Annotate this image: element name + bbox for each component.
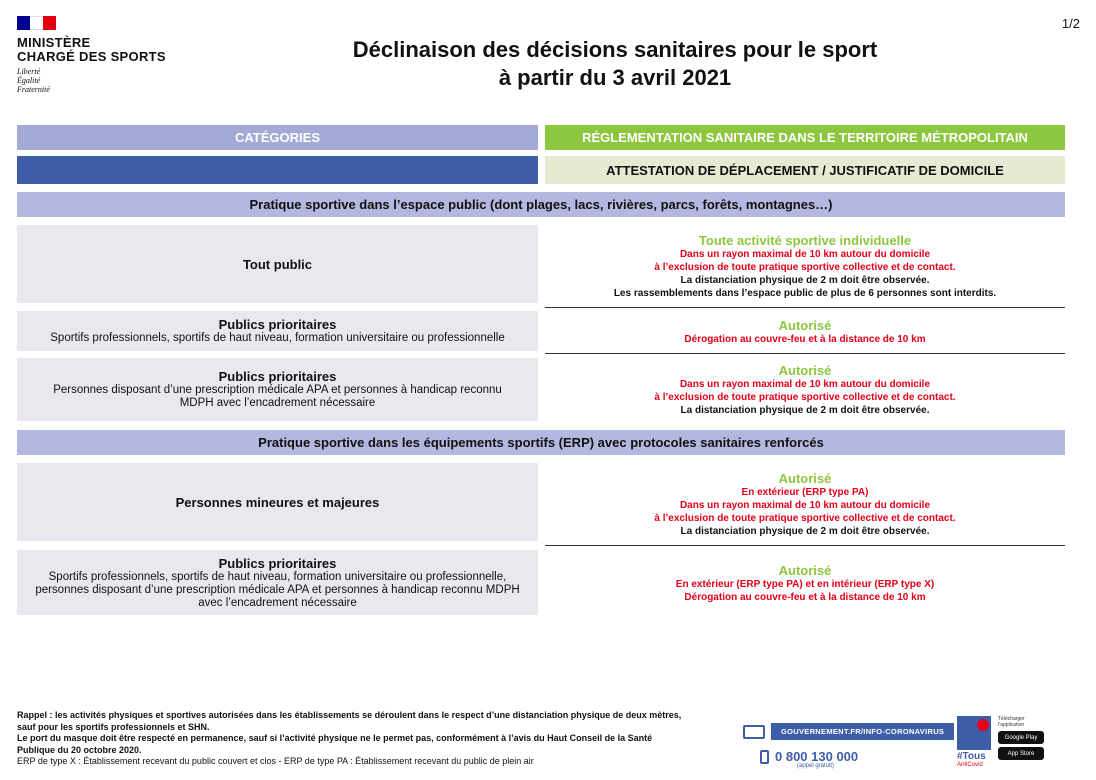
rule-red-line: Dérogation au couvre-feu et à la distance de 10 km	[684, 334, 926, 345]
ministry-name-line2: CHARGÉ DES SPORTS	[17, 49, 166, 64]
footer-note: sauf pour les sportifs professionnels et SHN.	[17, 721, 210, 732]
category-subtitle: MDPH avec l’encadrement nécessaire	[179, 397, 376, 409]
page-number: 1/2	[1061, 16, 1080, 31]
footer-note: ERP de type X : Établissement recevant du public couvert et clos - ERP de type PA : Établissement recevant du public de plein air	[17, 756, 534, 766]
category-cell	[17, 311, 538, 351]
tousanticovid-icon	[957, 716, 991, 750]
title-line1: Déclinaison des décisions sanitaires pour le sport	[352, 37, 878, 62]
rule-cell	[545, 311, 1065, 354]
motto-liberte: Liberté	[17, 67, 41, 76]
laptop-icon	[743, 725, 765, 739]
rule-red-line: Dans un rayon maximal de 10 km autour du domicile	[679, 248, 931, 260]
category-cell	[17, 550, 538, 615]
rule-cell	[545, 552, 1065, 614]
category-cell	[17, 358, 538, 421]
category-subtitle: personnes disposant d’une prescription médicale APA et personnes à handicap reconnu MDPH	[35, 583, 520, 596]
ministry-logo	[17, 16, 187, 94]
french-flag-icon	[17, 16, 56, 30]
category-subtitle: Sportifs professionnels, sportifs de haut niveau, formation universitaire ou professionnelle	[50, 332, 505, 344]
footer-note: Le port du masque doit être respecté en permanence, sauf si l’activité physique ne le permet pas, conformément à l’avis du Haut Conseil de la Santé	[17, 733, 653, 743]
tousanticovid-sub: AntiCovid	[957, 762, 983, 768]
tousanticovid-label: #Tous	[957, 751, 986, 762]
tousanticovid-logo	[957, 716, 993, 769]
footer-note: Publique du 20 octobre 2020.	[17, 744, 142, 755]
category-cell	[17, 225, 538, 303]
rule-cell	[545, 358, 1065, 421]
category-title: Publics prioritaires	[218, 317, 337, 332]
category-subtitle: Sportifs professionnels, sportifs de haut niveau, formation universitaire ou professionnelle,	[48, 570, 507, 583]
rule-red-line: En extérieur (ERP type PA)	[741, 486, 869, 498]
rule-black-line: La distanciation physique de 2 m doit être observée.	[680, 525, 930, 537]
rule-red-line: à l’exclusion de toute pratique sportive collective et de contact.	[654, 261, 956, 273]
section-title-sport-facilities: Pratique sportive dans les équipements sportifs (ERP) avec protocoles sanitaires renforcés	[17, 430, 1065, 455]
motto-egalite: Égalité	[17, 76, 41, 85]
category-subtitle: avec l’encadrement nécessaire	[198, 596, 357, 609]
footer-note: Rappel : les activités physiques et sportives autorisées dans les établissements se déroulent dans le respect d’une distanciation physique de deux mètres,	[17, 710, 682, 720]
rule-cell	[545, 225, 1065, 308]
gov-info-link[interactable]	[743, 723, 954, 741]
attestation-header: ATTESTATION DE DÉPLACEMENT / JUSTIFICATIF DE DOMICILE	[545, 156, 1065, 184]
phone-note: (appel gratuit)	[797, 763, 835, 769]
rule-cell	[545, 463, 1065, 546]
ministry-name-line1: MINISTÈRE	[17, 35, 91, 50]
footer-notes	[17, 710, 717, 768]
page-title	[250, 36, 980, 92]
phone-number: 0 800 130 000	[775, 749, 859, 764]
app-store-badge[interactable]: App Store	[998, 747, 1044, 760]
regulation-header: RÉGLEMENTATION SANITAIRE DANS LE TERRITOIRE MÉTROPOLITAIN	[545, 125, 1065, 150]
rule-black-line: Les rassemblements dans l’espace public de plus de 6 personnes sont interdits.	[613, 287, 997, 299]
google-play-badge[interactable]: Google Play	[998, 731, 1044, 744]
rule-black-line: La distanciation physique de 2 m doit être observée.	[680, 274, 930, 286]
gov-url[interactable]: GOUVERNEMENT.FR/INFO-CORONAVIRUS	[771, 723, 954, 740]
title-line2: à partir du 3 avril 2021	[498, 65, 732, 90]
download-label: Télécharger l’application	[998, 716, 1025, 728]
rule-black-line: La distanciation physique de 2 m doit être observée.	[680, 404, 930, 416]
rule-red-line: En extérieur (ERP type PA) et en intérieur (ERP type X)	[675, 578, 935, 590]
rule-red-line: à l’exclusion de toute pratique sportive collective et de contact.	[654, 512, 956, 524]
categories-header: CATÉGORIES	[17, 125, 538, 150]
app-store-badges	[998, 716, 1044, 760]
categories-subheader-bar	[17, 156, 538, 184]
category-title: Publics prioritaires	[218, 369, 337, 384]
section-title-public-space: Pratique sportive dans l’espace public (dont plages, lacs, rivières, parcs, forêts, montagnes…)	[17, 192, 1065, 217]
rule-status: Autorisé	[778, 318, 832, 333]
rule-status: Autorisé	[778, 362, 832, 378]
rule-red-line: à l’exclusion de toute pratique sportive collective et de contact.	[654, 391, 956, 403]
category-subtitle: Personnes disposant d’une prescription médicale APA et personnes à handicap reconnu	[53, 384, 502, 396]
motto-fraternite: Fraternité	[17, 85, 50, 94]
phone-icon	[760, 750, 769, 764]
republic-motto	[17, 67, 187, 94]
rule-red-line: Dans un rayon maximal de 10 km autour du domicile	[679, 378, 931, 390]
rule-red-line: Dans un rayon maximal de 10 km autour du domicile	[679, 499, 931, 511]
category-title: Personnes mineures et majeures	[175, 494, 380, 510]
category-title: Tout public	[242, 256, 313, 272]
category-cell	[17, 463, 538, 541]
rule-red-line: Dérogation au couvre-feu et à la distance de 10 km	[684, 591, 926, 603]
rule-status: Autorisé	[778, 562, 832, 578]
category-title: Publics prioritaires	[218, 555, 337, 571]
phone-hotline	[760, 749, 858, 764]
rule-status: Toute activité sportive individuelle	[698, 232, 912, 248]
rule-status: Autorisé	[778, 470, 832, 486]
